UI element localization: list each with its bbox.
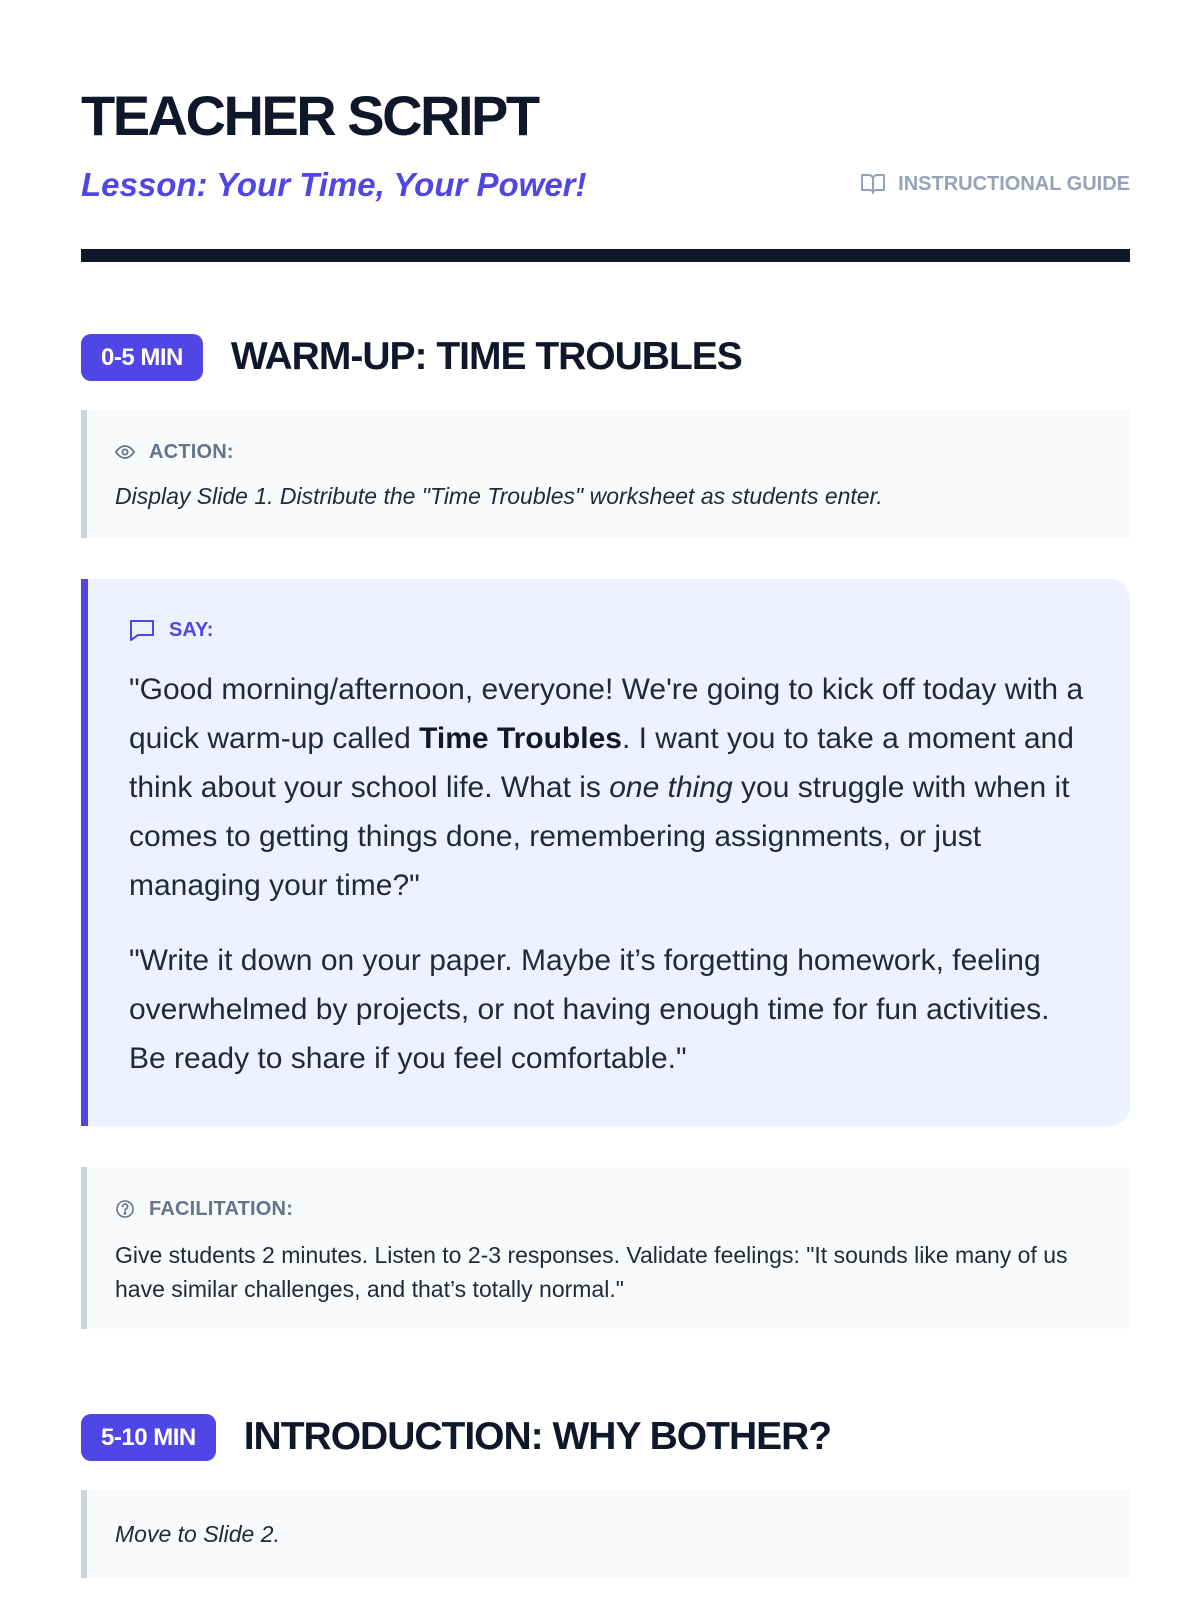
time-badge: 0-5 MIN [81, 334, 203, 381]
facilitation-text: Give students 2 minutes. Listen to 2-3 responses. Validate feelings: "It sounds like many of us have similar challenges, and that’s totally normal." [115, 1242, 1068, 1302]
say-paragraph-1 [129, 665, 1092, 910]
action-note [81, 410, 1130, 538]
say-paragraph-2: "Write it down on your paper. Maybe it’s forgetting homework, feeling overwhelmed by projects, or not having enough time for fun activities. Be ready to share if you feel comfortable." [129, 944, 1050, 1075]
say-text-part: . I want you to take a moment and think about your school life. What is [129, 722, 1074, 804]
action-label: ACTION: [149, 441, 234, 463]
facilitation-label: FACILITATION: [149, 1198, 294, 1220]
book-open-icon [860, 172, 886, 196]
action-text: Display Slide 1. Distribute the "Time Troubles" worksheet as students enter. [115, 483, 883, 509]
section-title: INTRODUCTION: WHY BOTHER? [243, 1415, 832, 1458]
lesson-subtitle: Lesson: Your Time, Your Power! [81, 166, 587, 203]
time-badge: 5-10 MIN [81, 1414, 216, 1461]
section-warm-up-header [81, 333, 742, 381]
say-text-part: you struggle with when it comes to getting things done, remembering assignments, or just managing your time?" [129, 771, 1070, 902]
say-text-part: "Good morning/afternoon, everyone! We're going to kick off today with a quick warm-up called [129, 673, 1084, 755]
help-circle-icon [115, 1199, 135, 1219]
facilitation-note [81, 1167, 1130, 1329]
eye-icon [115, 445, 135, 459]
facilitation-label-row [115, 1196, 1100, 1222]
instructional-guide-tag [860, 170, 1130, 198]
section-introduction-header [81, 1413, 831, 1461]
say-emphasis-bold: Time Troubles [419, 722, 622, 755]
say-label: SAY: [169, 619, 214, 641]
instructional-guide-label: INSTRUCTIONAL GUIDE [898, 173, 1130, 195]
header-divider [81, 249, 1130, 262]
page-title: TEACHER SCRIPT [81, 84, 538, 147]
action-label-row [115, 439, 1100, 465]
say-block [81, 579, 1130, 1126]
action-text: Move to Slide 2. [115, 1521, 280, 1547]
say-emphasis-italic: one thing [609, 771, 733, 804]
section-title: WARM-UP: TIME TROUBLES [230, 335, 742, 378]
action-note [81, 1490, 1130, 1578]
say-label-row [129, 617, 1092, 643]
speech-bubble-icon [129, 618, 155, 642]
